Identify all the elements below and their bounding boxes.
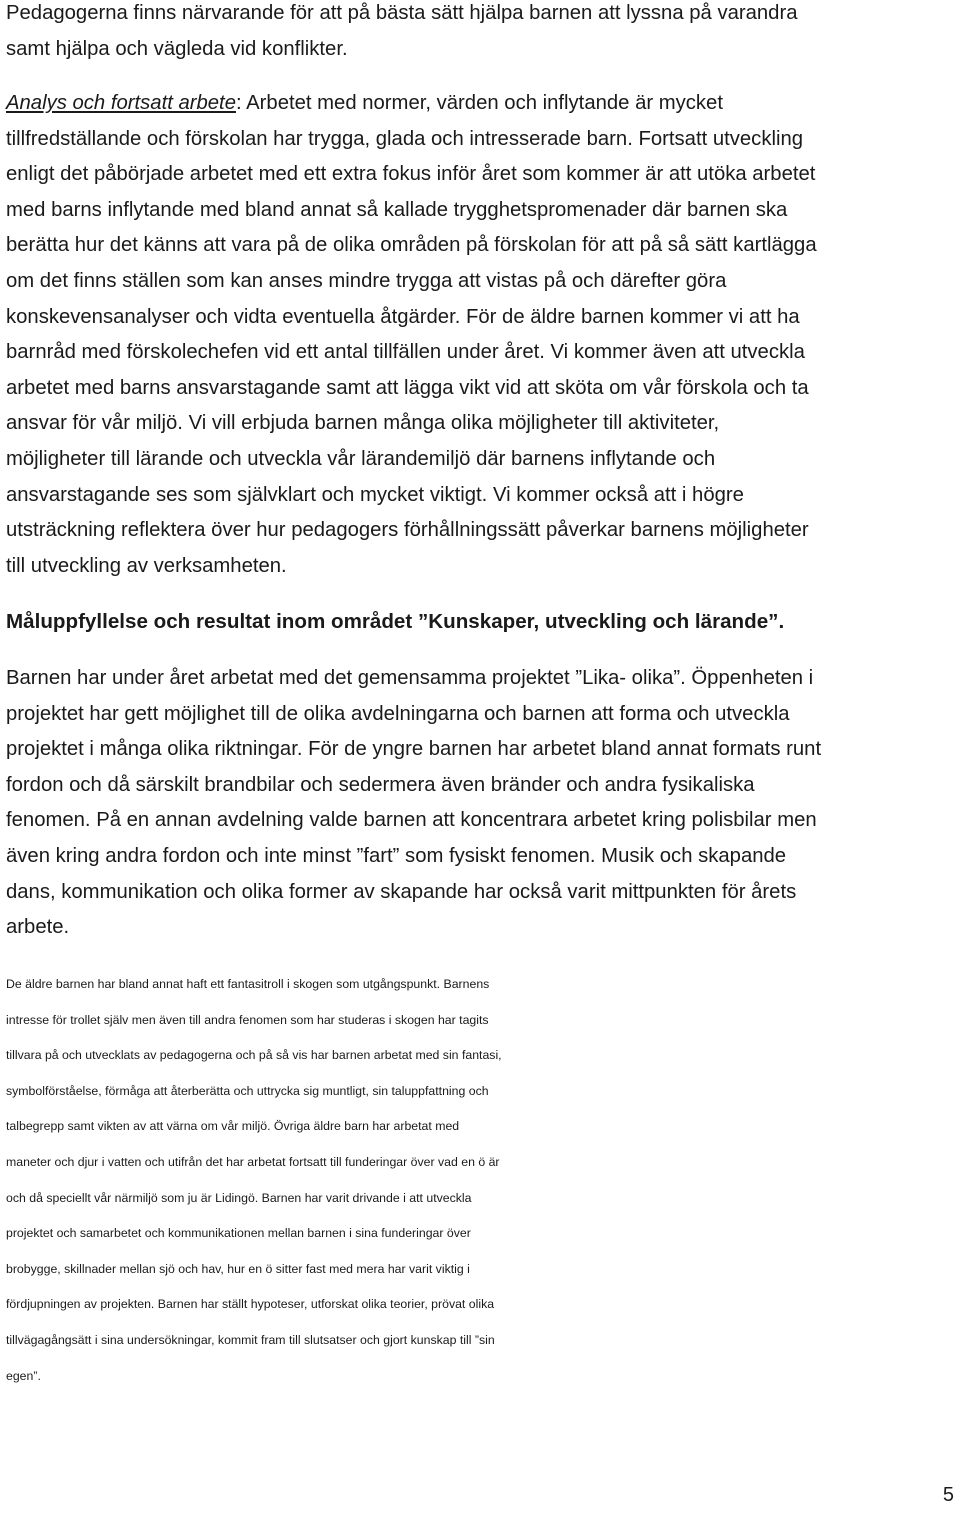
text-line: tillvägagångsätt i sina undersökningar, kommit fram till slutsatser och gjort kunskap till ”sin bbox=[6, 1332, 495, 1347]
text-line: egen”. bbox=[6, 1368, 41, 1383]
lika-olika-paragraph bbox=[6, 661, 958, 946]
text-line: samt hjälpa och vägleda vid konflikter. bbox=[6, 37, 348, 60]
section-heading: Måluppfyllelse och resultat inom området ”Kunskaper, utveckling och lärande”. bbox=[6, 610, 785, 633]
fantasitroll-paragraph bbox=[6, 967, 960, 1394]
text-line: enligt det påbörjade arbetet med ett extra fokus inför året som kommer är att utöka arbetet bbox=[6, 163, 816, 186]
analysis-first-line: : Arbetet med normer, värden och inflytande är mycket bbox=[235, 92, 723, 114]
text-line: brobygge, skillnader mellan sjö och hav, hur en ö sitter fast med mera har varit viktig i bbox=[6, 1261, 470, 1276]
text-line: talbegrepp samt vikten av att värna om vår miljö. Övriga äldre barn har arbetat med bbox=[6, 1119, 460, 1134]
page-number: 5 bbox=[942, 1484, 954, 1506]
text-line: arbetet med barns ansvarstagande samt att lägga vikt vid att sköta om vår förskola och ta bbox=[6, 376, 809, 399]
text-line: intresse för trollet själv men även till andra fenomen som har studeras i skogen har tagits bbox=[6, 1012, 489, 1027]
text-line: projektet i många olika riktningar. För de yngre barnen har arbetet bland annat formats runt bbox=[6, 738, 822, 761]
text-line: fenomen. På en annan avdelning valde barnen att koncentrara arbetet kring polisbilar men bbox=[6, 809, 817, 832]
text-line: konskevensanalyser och vidta eventuella åtgärder. För de äldre barnen kommer vi att ha bbox=[6, 305, 800, 328]
text-line: utsträckning reflektera över hur pedagogers förhållningssätt påverkar barnens möjligheter bbox=[6, 519, 809, 542]
text-line: maneter och djur i vatten och utifrån det har arbetat fortsatt till funderingar över vad en ö är bbox=[6, 1154, 500, 1169]
text-line: barnråd med förskolechefen vid ett antal tillfällen under året. Vi kommer även att utveckla bbox=[6, 341, 805, 364]
text-line: Pedagogerna finns närvarande för att på bästa sätt hjälpa barnen att lyssna på varandra bbox=[6, 2, 798, 24]
text-line: och då speciellt vår närmiljö som ju är Lidingö. Barnen har varit drivande i att utveckla bbox=[6, 1190, 472, 1205]
analysis-paragraph bbox=[6, 86, 958, 584]
text-line: ansvar för vår miljö. Vi vill erbjuda barnen många olika möjligheter till aktiviteter, bbox=[6, 412, 720, 435]
text-line: möjligheter till lärande och utveckla vår lärandemiljö där barnens inflytande och bbox=[6, 447, 716, 470]
text-line: arbete. bbox=[6, 916, 70, 939]
text-line: dans, kommunikation och olika former av skapande har också varit mittpunkten för årets bbox=[6, 880, 797, 903]
text-line: med barns inflytande med bland annat så kallade trygghetspromenader där barnen ska bbox=[6, 198, 788, 221]
text-line: projektet och samarbetet och kommunikationen mellan barnen i sina funderingar över bbox=[6, 1226, 471, 1241]
text-line: om det finns ställen som kan anses mindre trygga att vistas på och därefter göra bbox=[6, 269, 727, 292]
text-line: projektet har gett möjlighet till de olika avdelningarna och barnen att forma och utveckla bbox=[6, 702, 790, 725]
text-line: tillvara på och utvecklats av pedagogerna och på så vis har barnen arbetat med sin fantasi, bbox=[6, 1048, 502, 1063]
text-line: symbolförståelse, förmåga att återberätta och uttrycka sig muntligt, sin taluppfattning och bbox=[6, 1083, 489, 1098]
text-line: De äldre barnen har bland annat haft ett fantasitroll i skogen som utgångspunkt. Barnens bbox=[6, 977, 490, 991]
text-line: även kring andra fordon och inte minst ”fart” som fysiskt fenomen. Musik och skapande bbox=[6, 844, 787, 867]
text-line: tillfredställande och förskolan har trygga, glada och intresserade barn. Fortsatt utveckling bbox=[6, 127, 804, 150]
text-line: Barnen har under året arbetat med det gemensamma projektet ”Lika- olika”. Öppenheten i bbox=[6, 667, 814, 689]
text-line: berätta hur det känns att vara på de olika områden på förskolan för att på så sätt kartlägga bbox=[6, 234, 817, 257]
text-line: ansvarstagande ses som självklart och mycket viktigt. Vi kommer också att i högre bbox=[6, 483, 744, 506]
analysis-label: Analys och fortsatt arbete bbox=[6, 92, 236, 114]
text-line: till utveckling av verksamheten. bbox=[6, 554, 287, 577]
text-line: fordon och då särskilt brandbilar och sedermera även bränder och andra fysikaliska bbox=[6, 773, 755, 796]
text-line: fördjupningen av projekten. Barnen har ställt hypoteser, utforskat olika teorier, prövat olika bbox=[6, 1297, 495, 1312]
text-line bbox=[6, 86, 958, 122]
intro-paragraph bbox=[6, 0, 956, 67]
